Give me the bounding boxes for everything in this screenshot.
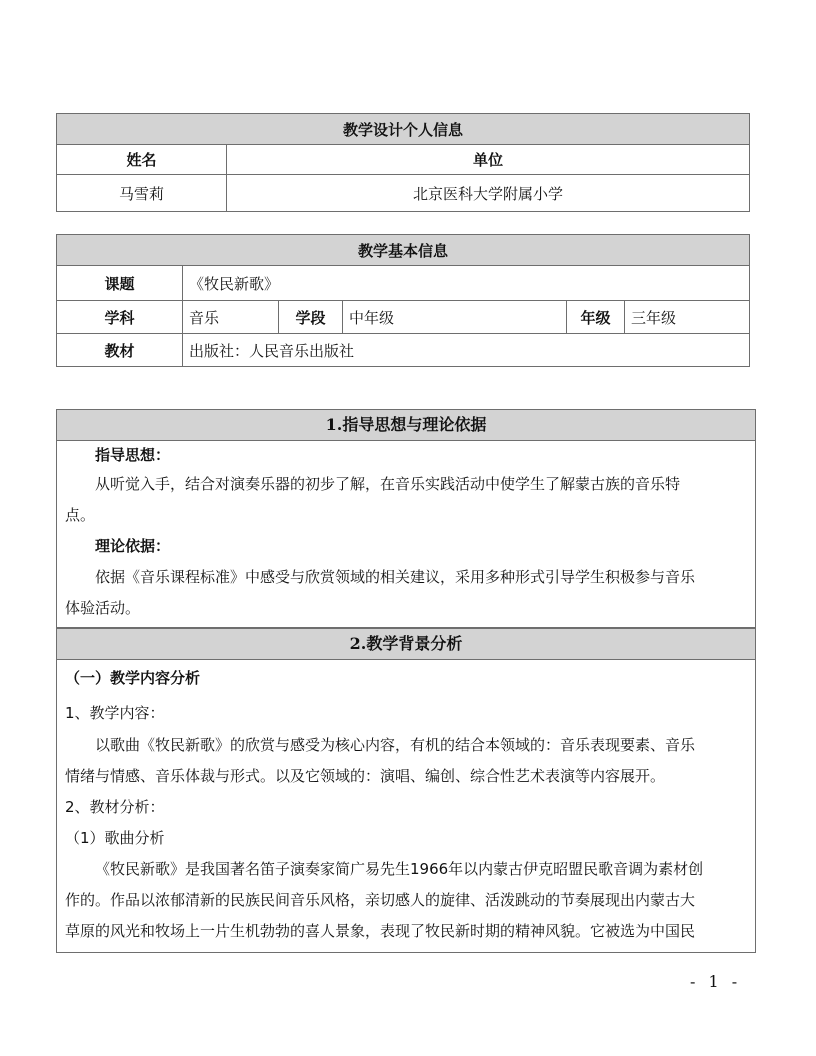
basic-info-title: 教学基本信息 <box>57 235 750 266</box>
analysis-line3: 草原的风光和牧场上一片生机勃勃的喜人景象，表现了牧民新时期的精神风貌。它被选为中国民 <box>65 922 696 940</box>
item1-heading: 1、教学内容： <box>65 704 165 722</box>
stage-label: 学段 <box>279 301 343 334</box>
content-line1: 以歌曲《牧民新歌》的欣赏与感受为核心内容，有机的结合本领域的：音乐表现要素、音乐 <box>95 736 696 754</box>
personal-info-table <box>56 113 750 212</box>
subject-value: 音乐 <box>183 301 279 334</box>
guide-text-line2: 点。 <box>65 506 96 524</box>
section2-title: 2.教学背景分析 <box>57 628 755 660</box>
name-header: 姓名 <box>57 145 227 175</box>
name-value: 马雪莉 <box>57 175 227 212</box>
topic-label: 课题 <box>57 266 183 301</box>
theory-text-line1: 依据《音乐课程标准》中感受与欣赏领域的相关建议，采用多种形式引导学生积极参与音乐 <box>95 568 696 586</box>
item2-heading: 2、教材分析： <box>65 798 165 816</box>
material-value: 出版社：人民音乐出版社 <box>183 334 750 367</box>
unit-value: 北京医科大学附属小学 <box>227 175 750 212</box>
content-analysis-heading: （一）教学内容分析 <box>65 669 201 687</box>
grade-label: 年级 <box>567 301 625 334</box>
section1-title: 1.指导思想与理论依据 <box>57 410 755 441</box>
guide-text-line1: 从听觉入手，结合对演奏乐器的初步了解，在音乐实践活动中使学生了解蒙古族的音乐特 <box>95 475 681 493</box>
theory-label: 理论依据： <box>95 537 171 555</box>
guide-label: 指导思想： <box>95 446 171 464</box>
song-analysis-heading: （1）歌曲分析 <box>65 829 165 847</box>
material-label: 教材 <box>57 334 183 367</box>
topic-value: 《牧民新歌》 <box>183 266 750 301</box>
content-line2: 情绪与情感、音乐体裁与形式。以及它领域的：演唱、编创、综合性艺术表演等内容展开。 <box>65 767 666 785</box>
section-guiding-ideology <box>56 409 756 628</box>
analysis-line2: 作的。作品以浓郁清新的民族民间音乐风格，亲切感人的旋律、活泼跳动的节奏展现出内蒙古大 <box>65 891 696 909</box>
basic-info-table <box>56 234 750 367</box>
unit-header: 单位 <box>227 145 750 175</box>
grade-value: 三年级 <box>625 301 750 334</box>
section-teaching-background <box>56 628 756 953</box>
personal-info-title: 教学设计个人信息 <box>57 114 750 145</box>
analysis-line1: 《牧民新歌》是我国著名笛子演奏家简广易先生1966年以内蒙古伊克昭盟民歌音调为素材创 <box>95 860 704 878</box>
theory-text-line2: 体验活动。 <box>65 599 141 617</box>
stage-value: 中年级 <box>343 301 567 334</box>
page-number: - 1 - <box>690 972 742 991</box>
subject-label: 学科 <box>57 301 183 334</box>
